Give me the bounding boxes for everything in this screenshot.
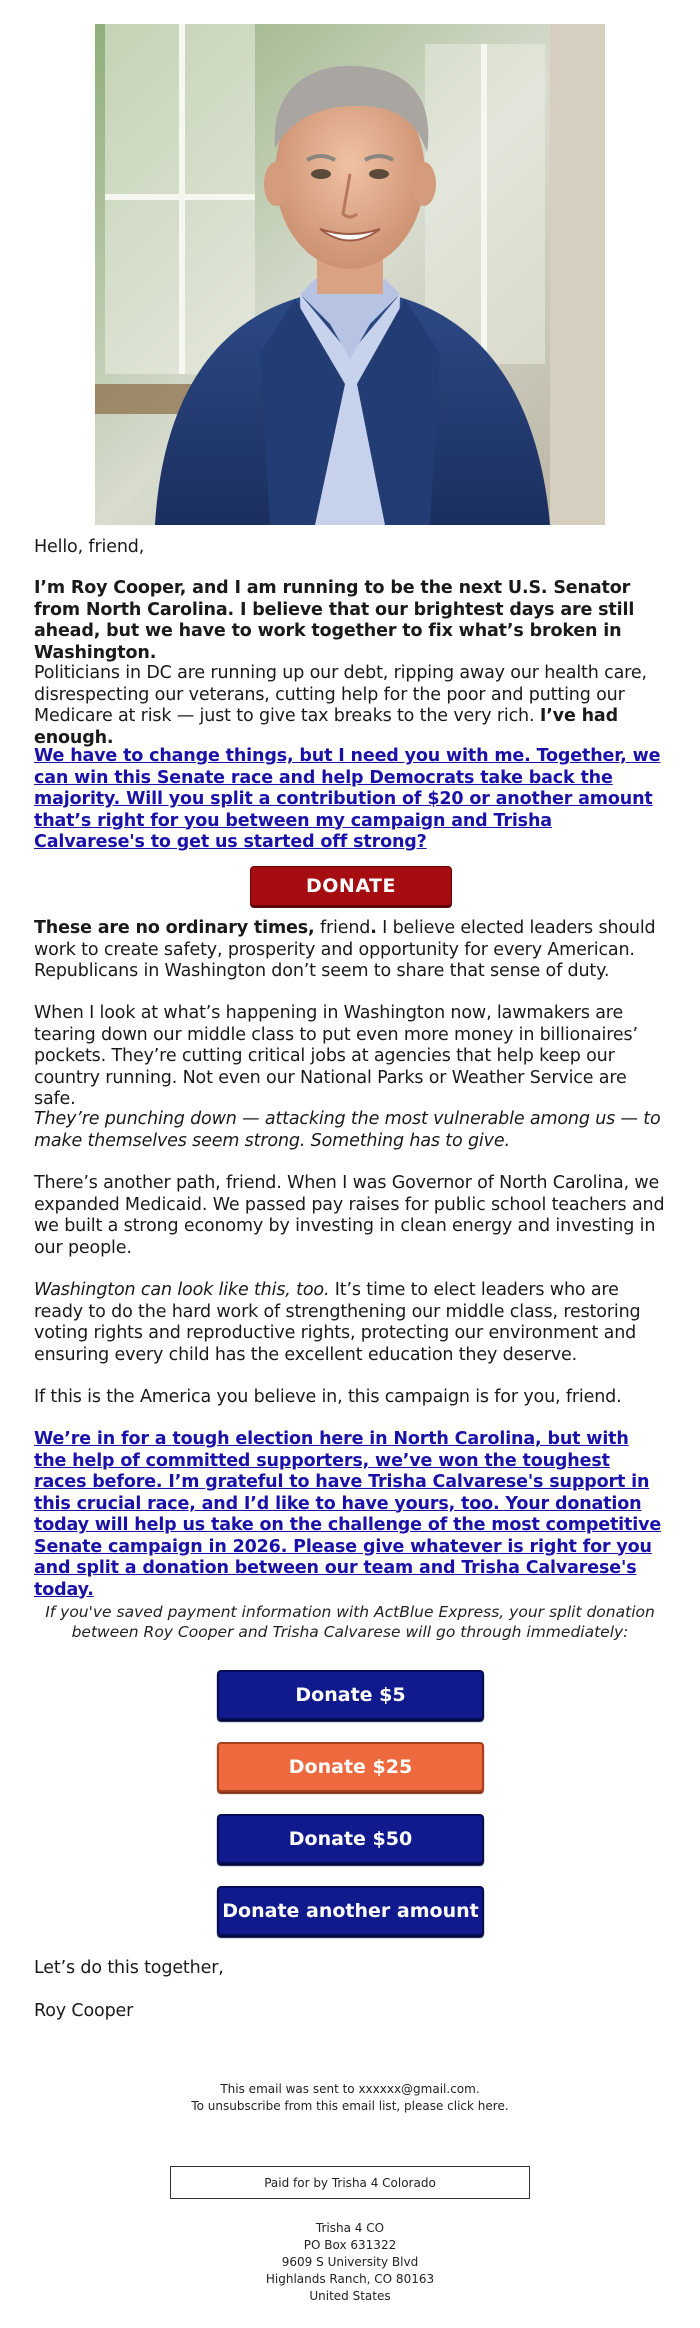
signoff-block: [34, 1958, 666, 1980]
washington-block: [34, 1003, 666, 1111]
signature: Roy Cooper: [34, 2001, 134, 2021]
politicians-bold-text: I’ve had enough.: [34, 706, 618, 748]
look-paragraph: [34, 1280, 666, 1366]
times-friend-text: friend: [314, 918, 371, 938]
cta-block-2: [34, 1429, 666, 1601]
donate-25-button[interactable]: Donate $25: [217, 1742, 484, 1792]
look-rest-text: It’s time to elect leaders who are ready to do the hard work of strengthening our middle class, restoring voting rights and reproductive rights, protecting our environment and ensuring every child has the excellent education they deserve.: [34, 1280, 641, 1365]
actblue-express-note: If you've saved payment information with ActBlue Express, your split donation between Roy Cooper and Trisha Calvarese will go through immediately:: [45, 1603, 655, 1641]
times-paragraph: [34, 918, 666, 983]
donate-appeal-link-1[interactable]: We have to change things, but I need you with me. Together, we can win this Senate race and help Democrats take back the majority. Will you split a contribution of $20 or another amount that’s right for you between my campaign and Trisha Calvarese's to get us started off strong?: [34, 746, 661, 852]
look-italic-text: Washington can look like this, too.: [34, 1280, 330, 1300]
intro-paragraph: I’m Roy Cooper, and I am running to be the next U.S. Senator from North Carolina. I believe that our brightest days are still ahead, but we have to work together to fix what’s broken in Washington.: [34, 578, 635, 663]
politicians-text: Politicians in DC are running up our debt, ripping away our health care, disrespecting our veterans, cutting help for the poor and putting our Medicare at risk — just to give tax breaks to the very rich.: [34, 663, 647, 726]
path-paragraph: There’s another path, friend. When I was Governor of North Carolina, we expanded Medicaid. We passed pay raises for public school teachers and we built a strong economy by investing in clean energy and investing in our people.: [34, 1173, 665, 1258]
paid-for-disclaimer: [170, 2166, 530, 2199]
address-line: 9609 S University Blvd: [281, 2255, 419, 2269]
signature-block: [34, 2001, 666, 2023]
address-line: Highlands Ranch, CO 80163: [265, 2272, 435, 2286]
times-dot-text: .: [370, 918, 377, 938]
punching-block: [34, 1109, 666, 1152]
hero-photo: [95, 24, 605, 525]
donate-appeal-link-2[interactable]: We’re in for a tough election here in North Carolina, but with the help of committed supporters, we’ve won the toughest races before. I’m grateful to have Trisha Calvarese's support in this crucial race, and I’d like to have yours, too. Your donation today will help us take on the challenge of the most competitive Senate campaign in 2026. Please give whatever is right for you and split a donation between our team and Trisha Calvarese's today.: [34, 1429, 662, 1600]
america-paragraph: If this is the America you believe in, this campaign is for you, friend.: [34, 1387, 622, 1407]
america-block: [34, 1387, 666, 1409]
washington-paragraph: When I look at what’s happening in Washington now, lawmakers are tearing down our middle class to put even more money in billionaires’ pockets. They’re cutting critical jobs at agencies that help keep our country running. Not even our National Parks or Weather Service are safe.: [34, 1003, 638, 1109]
donate-button[interactable]: DONATE: [250, 866, 452, 906]
politicians-block: [34, 663, 666, 749]
unsubscribe-link[interactable]: To unsubscribe from this email list, please click here.: [191, 2099, 509, 2113]
path-block: [34, 1173, 666, 1259]
address-line: Trisha 4 CO: [315, 2221, 385, 2235]
signoff: Let’s do this together,: [34, 1958, 224, 1978]
donate-other-amount-button[interactable]: Donate another amount: [217, 1886, 484, 1936]
footer-unsubscribe[interactable]: [0, 2098, 700, 2115]
footer-address: [0, 2220, 700, 2305]
address-line: PO Box 631322: [303, 2238, 397, 2252]
donate-50-button[interactable]: Donate $50: [217, 1814, 484, 1864]
candidate-portrait-image: [95, 24, 605, 525]
intro-block: [34, 578, 666, 664]
address-line: United States: [309, 2289, 391, 2303]
punching-paragraph: They’re punching down — attacking the most vulnerable among us — to make themselves seem strong. Something has to give.: [34, 1109, 661, 1151]
times-rest-text: I believe elected leaders should work to create safety, prosperity and opportunity for every American. Republicans in Washington don’t seem to share that sense of duty.: [34, 918, 656, 981]
paid-for-text: Paid for by Trisha 4 Colorado: [264, 2175, 436, 2190]
times-block: [34, 918, 666, 983]
cta-block-1: [34, 746, 666, 854]
donate-5-button[interactable]: Donate $5: [217, 1670, 484, 1720]
footer-sent-to: This email was sent to xxxxxx@gmail.com.: [220, 2082, 480, 2096]
look-block: [34, 1280, 666, 1366]
politicians-paragraph: [34, 663, 666, 749]
greeting-block: [34, 537, 666, 559]
times-bold-text: These are no ordinary times,: [34, 918, 315, 938]
greeting: Hello, friend,: [34, 537, 145, 557]
